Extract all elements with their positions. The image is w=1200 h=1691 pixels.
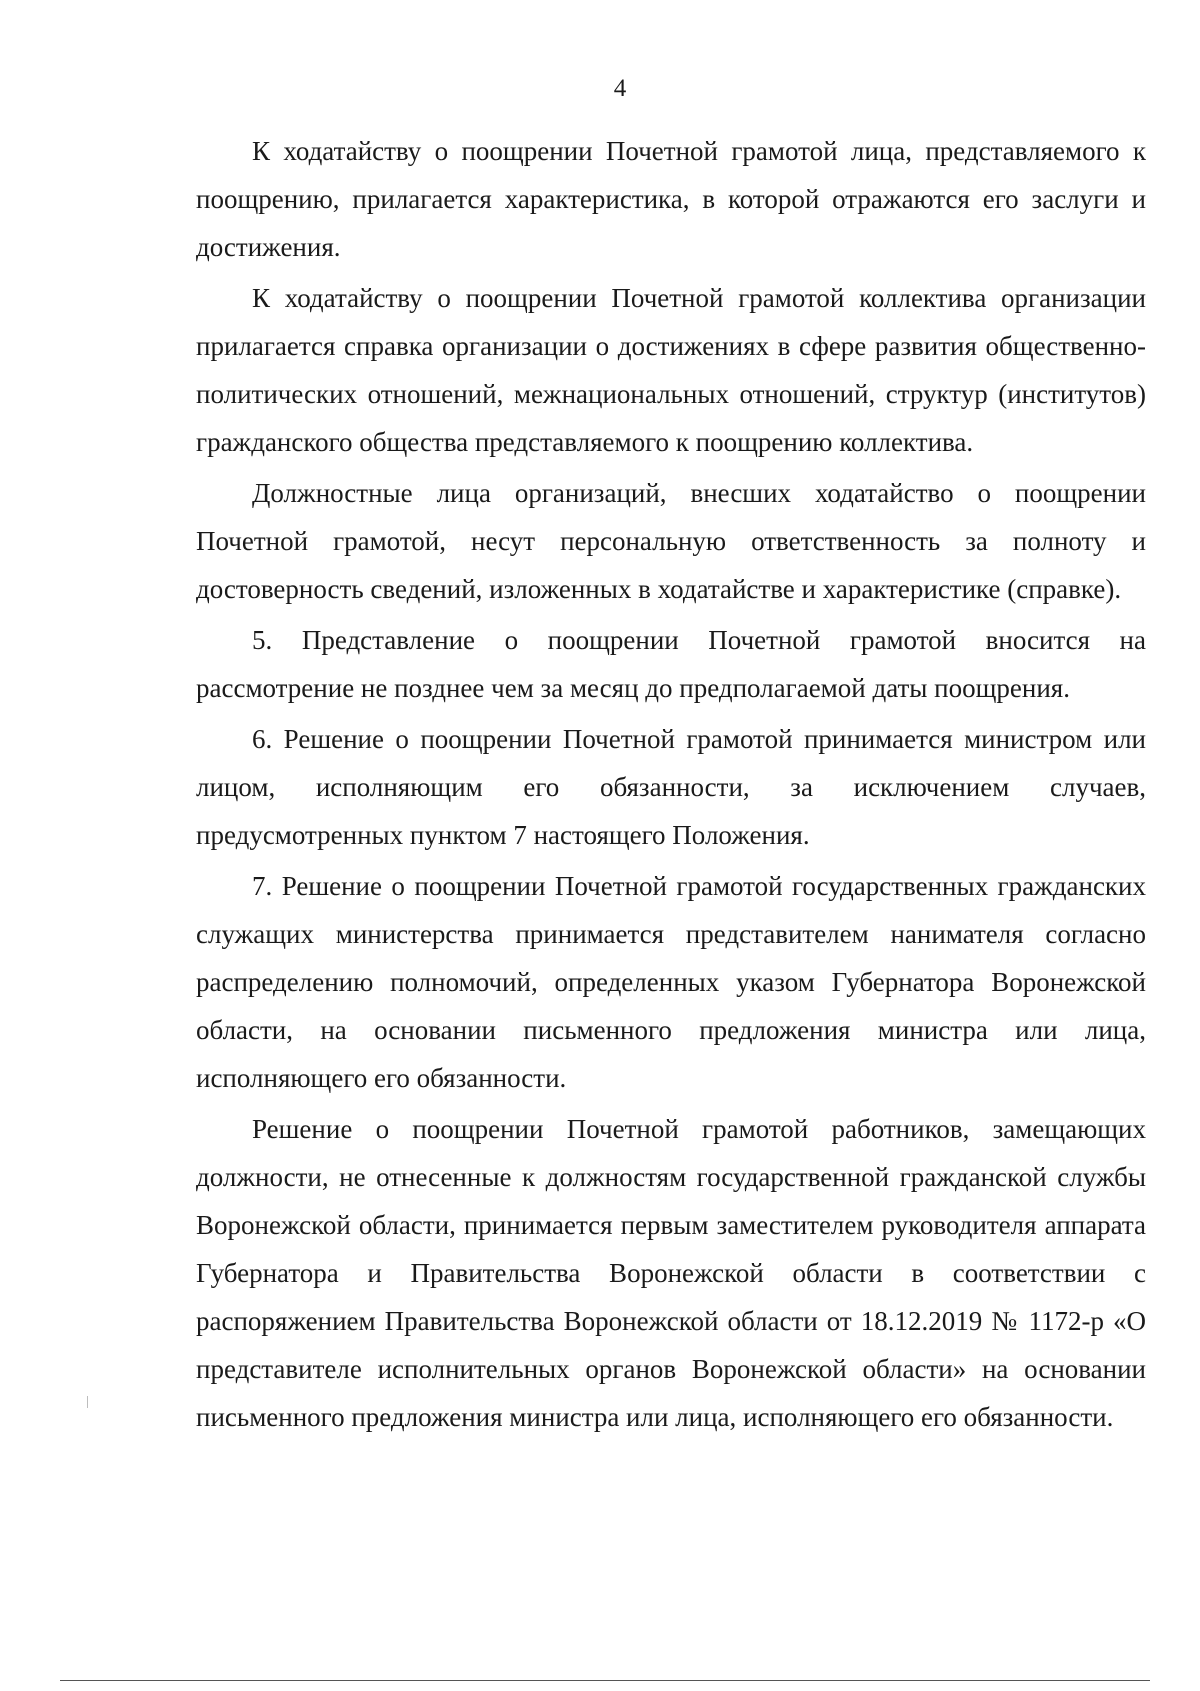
- paragraph-collective-reference: К ходатайству о поощрении Почетной грамотой коллектива организации прилагается справка организации о достижениях в сфере развития общественно-политических отношений, межнациональных отношений, структур (институтов) гражданского общества представляемого к поощрению коллектива.: [196, 283, 1146, 457]
- paragraph-item-6: 6. Решение о поощрении Почетной грамотой принимается министром или лицом, исполняющим его обязанности, за исключением случаев, предусмотренных пунктом 7 настоящего Положения.: [196, 724, 1146, 850]
- paragraph-workers-decision: Решение о поощрении Почетной грамотой работников, замещающих должности, не отнесенные к должностям государственной гражданской службы Воронежской области, принимается первым заместителем руководителя аппарата Губернатора и Правительства Воронежской области в соответствии с распоряжением Правительства Воронежской области от 18.12.2019 № 1172-р «О представителе исполнительных органов Воронежской области» на основании письменного предложения министра или лица, исполняющего его обязанности.: [196, 1114, 1146, 1432]
- paragraph-responsibility: Должностные лица организаций, внесших ходатайство о поощрении Почетной грамотой, несут персональную ответственность за полноту и достоверность сведений, изложенных в ходатайстве и характеристике (справке).: [196, 478, 1146, 604]
- paragraph-item-5: 5. Представление о поощрении Почетной грамотой вносится на рассмотрение не позднее чем за месяц до предполагаемой даты поощрения.: [196, 625, 1146, 703]
- margin-mark: [87, 1396, 88, 1408]
- page-number: 4: [613, 75, 627, 102]
- paragraph-item-7: 7. Решение о поощрении Почетной грамотой государственных гражданских служащих министерства принимается представителем нанимателя согласно распределению полномочий, определенных указом Губернатора Воронежской области, на основании письменного предложения министра или лица, исполняющего его обязанности.: [196, 871, 1146, 1093]
- paragraph-characteristic: К ходатайству о поощрении Почетной грамотой лица, представляемого к поощрению, прилагается характеристика, в которой отражаются его заслуги и достижения.: [196, 136, 1146, 262]
- document-body: [196, 127, 1146, 1444]
- footer-divider: [60, 1680, 1150, 1681]
